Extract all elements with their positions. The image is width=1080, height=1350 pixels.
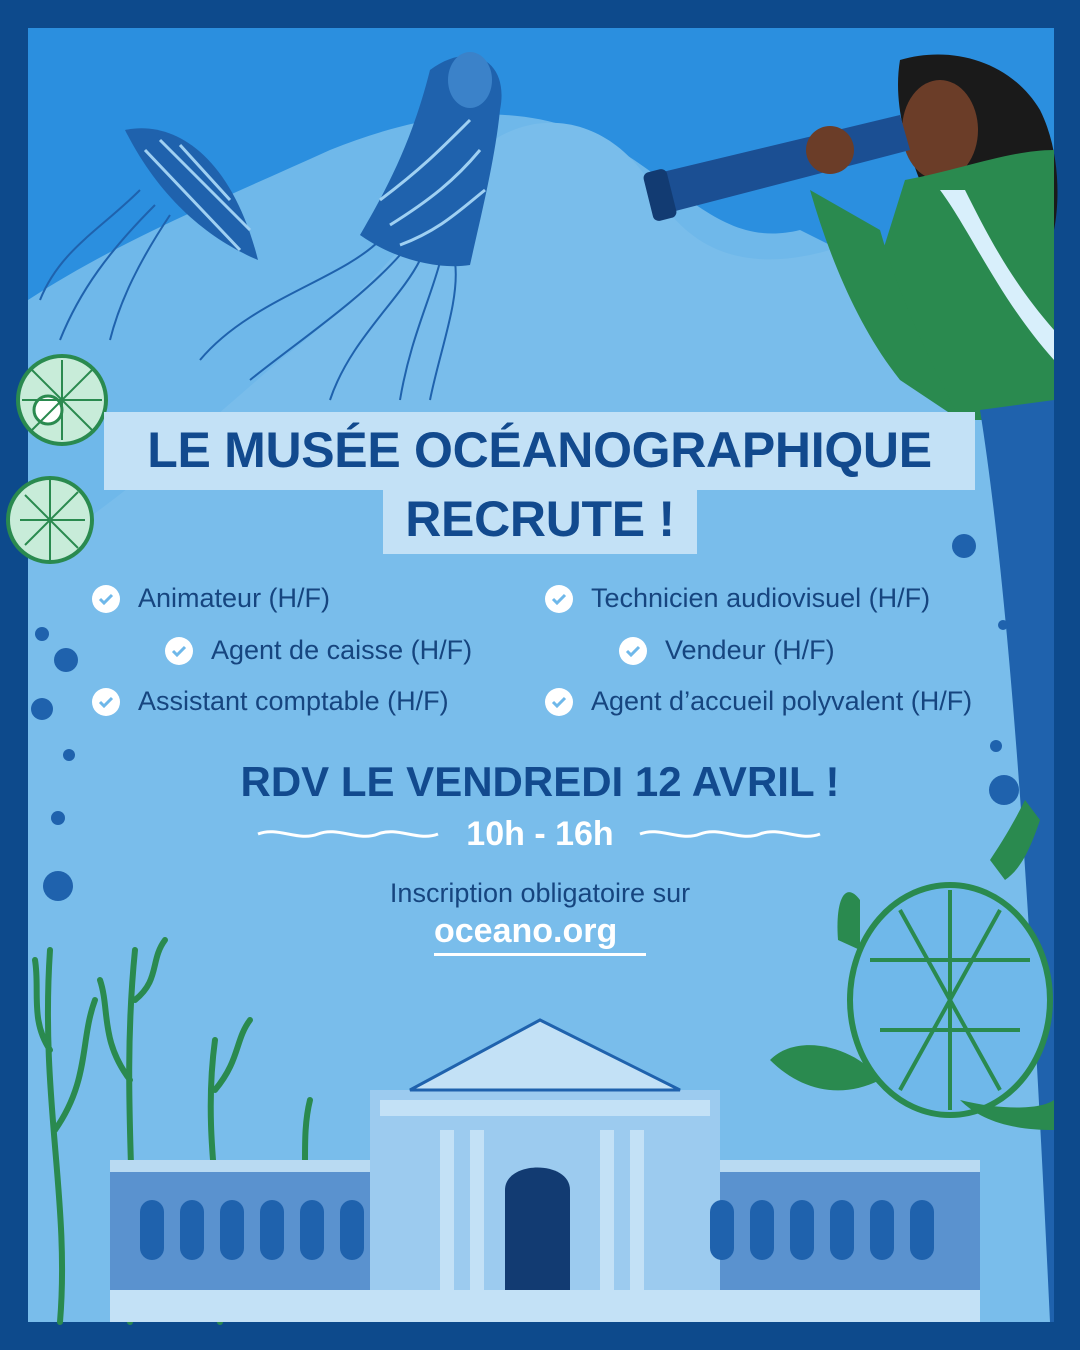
check-icon	[619, 637, 647, 665]
job-item	[545, 583, 930, 614]
signup-text: Inscription obligatoire sur	[389, 878, 691, 908]
check-icon	[92, 585, 120, 613]
job-label: Agent de caisse (H/F)	[211, 635, 473, 665]
check-icon	[545, 585, 573, 613]
job-item	[92, 583, 330, 614]
job-item	[545, 686, 972, 717]
event-date: RDV LE VENDREDI 12 AVRIL !	[240, 758, 840, 805]
job-label: Animateur (H/F)	[138, 583, 331, 613]
page-title: LE MUSÉE OCÉANOGRAPHIQUE	[147, 422, 932, 478]
job-label: Vendeur (H/F)	[665, 635, 835, 665]
job-label: Assistant comptable (H/F)	[138, 686, 449, 716]
job-label: Technicien audiovisuel (H/F)	[591, 583, 931, 613]
job-item	[619, 635, 835, 666]
job-label: Agent d’accueil polyvalent (H/F)	[591, 686, 973, 716]
job-item	[92, 686, 449, 717]
page-title-line2: RECRUTE !	[405, 491, 675, 547]
signup-link[interactable]: oceano.org	[434, 912, 646, 956]
event-hours: 10h - 16h	[466, 815, 614, 853]
check-icon	[165, 637, 193, 665]
job-item	[165, 635, 472, 666]
check-icon	[545, 688, 573, 716]
check-icon	[92, 688, 120, 716]
